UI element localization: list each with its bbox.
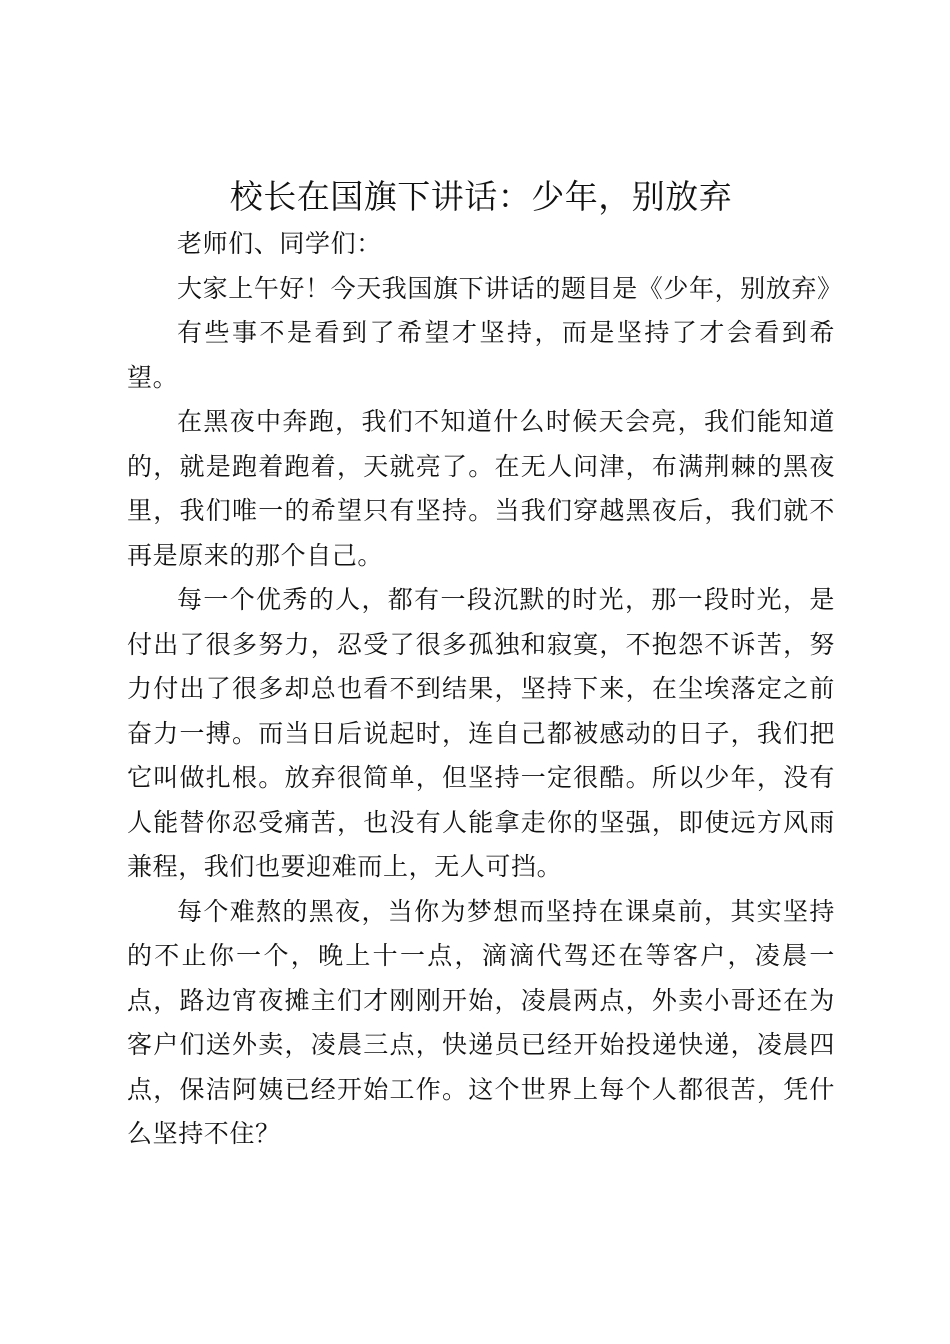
paragraph-hard-nights: 每个难熬的黑夜，当你为梦想而坚持在课桌前，其实坚持的不止你一个，晚上十一点，滴滴代驾还在等客户，凌晨一点，路边宵夜摊主们才刚刚开始，凌晨两点，外卖小哥还在为客户们送外卖，凌晨三点，快递员已经开始投递快递，凌晨四点，保洁阿姨已经开始工作。这个世界上每个人都很苦，凭什么坚持不住？ (127, 896, 835, 1148)
paragraph-rooting: 每一个优秀的人，都有一段沉默的时光，那一段时光，是付出了很多努力，忍受了很多孤独和寂寞，不抱怨不诉苦，努力付出了很多却总也看不到结果，坚持下来，在尘埃落定之前奋力一搏。而当日后说起时，连自己都被感动的日子，我们把它叫做扎根。放弃很简单，但坚持一定很酷。所以少年，没有人能替你忍受痛苦，也没有人能拿走你的坚强，即使远方风雨兼程，我们也要迎难而上，无人可挡。 (127, 585, 835, 881)
paragraph-greeting: 老师们、同学们： (177, 229, 382, 258)
paragraph-night: 在黑夜中奔跑，我们不知道什么时候天会亮，我们能知道的，就是跑着跑着，天就亮了。在无人问津，布满荆棘的黑夜里，我们唯一的希望只有坚持。当我们穿越黑夜后，我们就不再是原来的那个自己。 (127, 407, 835, 570)
paragraph-intro: 大家上午好！今天我国旗下讲话的题目是《少年，别放弃》 (177, 273, 843, 303)
paragraph-hope: 有些事不是看到了希望才坚持，而是坚持了才会看到希望。 (127, 318, 835, 392)
document-page (127, 168, 843, 1157)
document-title: 校长在国旗下讲话：少年，别放弃 (229, 177, 733, 216)
